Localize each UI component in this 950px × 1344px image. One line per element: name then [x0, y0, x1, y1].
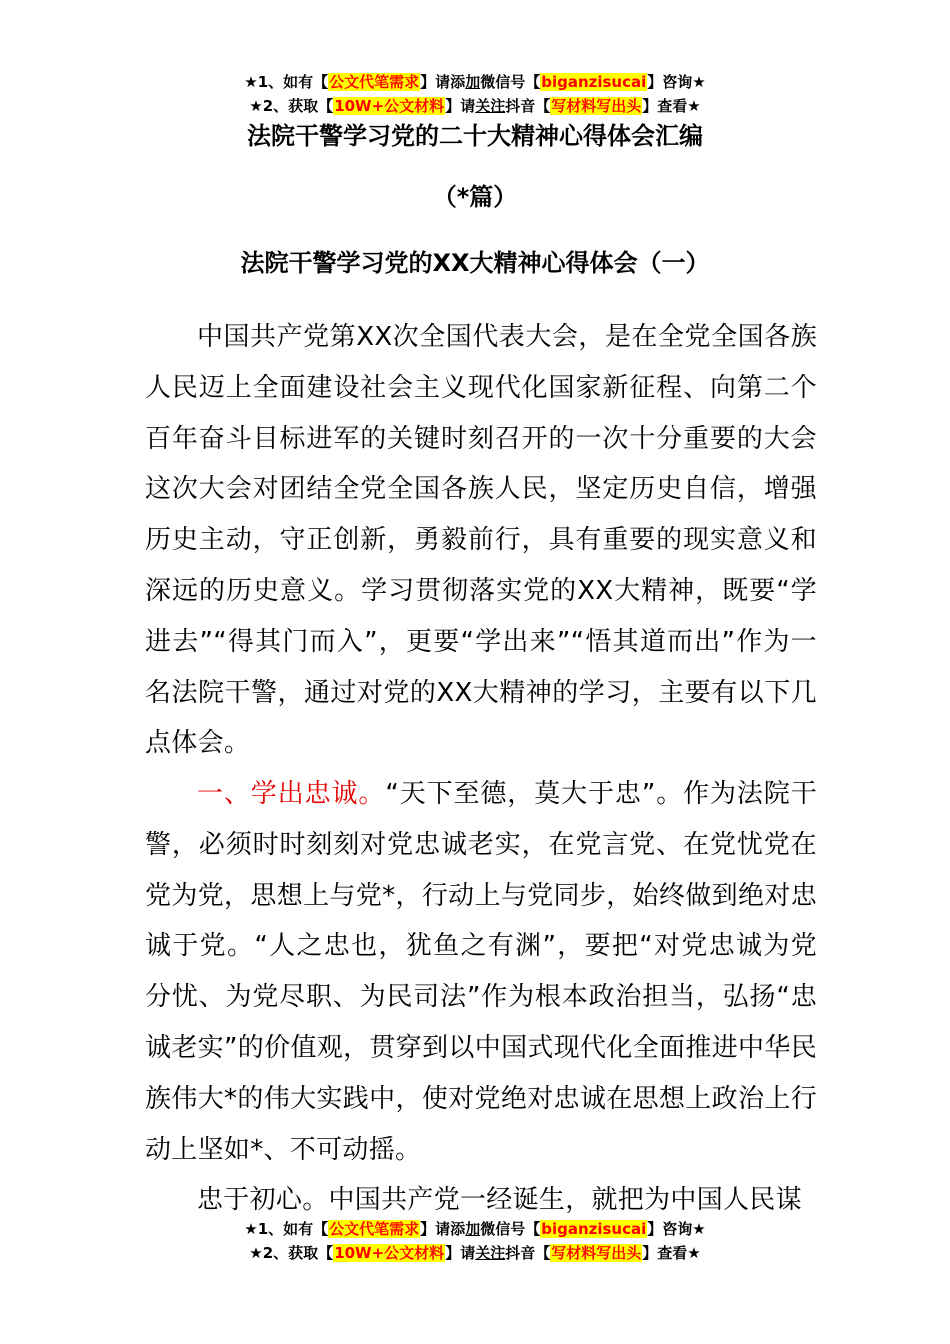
douyin-account-highlight: 写材料写出头: [551, 1244, 642, 1262]
underlined-text: 关注: [475, 1244, 506, 1262]
banner-text: 微信号【: [480, 73, 541, 91]
underlined-text: 加: [465, 73, 481, 91]
paragraph-original-aspiration: 忠于初心。中国共产党一经诞生，就把为中国人民谋: [197, 1185, 802, 1215]
document-count: （*篇）: [432, 183, 518, 211]
section-heading: 一、学出忠诚。: [197, 779, 386, 809]
underlined-text: 关注: [475, 97, 506, 115]
paragraph-intro: 中国共产党第XX次全国代表大会，是在全党全国各族人民迈上全面建设社会主义现代化国家新征程、向第二个百年奋斗目标进军的关键时刻召开的一次十分重要的大会这次大会对团结全党全国各族人民，坚定历史自信，增强历史主动，守正创新，勇毅前行，具有重要的现实意义和深远的历史意义。学习贯彻落实党的XX大精神，既要“学进去”“得其门而入”，更要“学出来”“悟其道而出”作为一名法院干警，通过对党的XX大精神的学习，主要有以下几点体会。: [145, 322, 817, 759]
wechat-id-highlight: biganzisucai: [541, 73, 647, 91]
footer-banner-line-1: [0, 1218, 950, 1240]
document-subtitle: 法院干警学习党的XX大精神心得体会（一）: [240, 249, 710, 277]
banner-text: 抖音【: [505, 1244, 551, 1262]
banner-text: 】查看★: [642, 97, 701, 115]
highlight-text: 10W+公文材料: [334, 1244, 445, 1262]
banner-text: ★1、如有【: [244, 73, 329, 91]
banner-text: 微信号【: [480, 1220, 541, 1238]
highlight-text: 公文代笔需求: [329, 1220, 420, 1238]
wechat-id-highlight: biganzisucai: [541, 1220, 647, 1238]
banner-text: 】请添: [420, 73, 466, 91]
banner-text: 】请: [445, 1244, 476, 1262]
highlight-text: 10W+公文材料: [334, 97, 445, 115]
highlight-text: 公文代笔需求: [329, 73, 420, 91]
banner-text: 】请添: [420, 1220, 466, 1238]
banner-text: 抖音【: [505, 97, 551, 115]
banner-line-1: [0, 71, 950, 93]
douyin-account-highlight: 写材料写出头: [551, 97, 642, 115]
footer-banner-line-2: [0, 1242, 950, 1264]
banner-text: ★2、获取【: [249, 97, 334, 115]
banner-line-2: [0, 95, 950, 117]
paragraph-loyalty: [145, 769, 817, 1175]
banner-text: 】查看★: [642, 1244, 701, 1262]
document-title: 法院干警学习党的二十大精神心得体会汇编: [247, 122, 703, 150]
banner-text: 】咨询★: [647, 73, 706, 91]
underlined-text: 加: [465, 1220, 481, 1238]
banner-text: 】咨询★: [647, 1220, 706, 1238]
paragraph-body: “天下至德，莫大于忠”。作为法院干警，必须时时刻刻对党忠诚老实，在党言党、在党忧党在党为党，思想上与党*，行动上与党同步，始终做到绝对忠诚于党。“人之忠也，犹鱼之有渊”，要把“对党忠诚为党分忧、为党尽职、为民司法”作为根本政治担当，弘扬“忠诚老实”的价值观，贯穿到以中国式现代化全面推进中华民族伟大*的伟大实践中，使对党绝对忠诚在思想上政治上行动上坚如*、不可动摇。: [145, 779, 817, 1165]
banner-text: ★2、获取【: [249, 1244, 334, 1262]
banner-text: ★1、如有【: [244, 1220, 329, 1238]
banner-text: 】请: [445, 97, 476, 115]
